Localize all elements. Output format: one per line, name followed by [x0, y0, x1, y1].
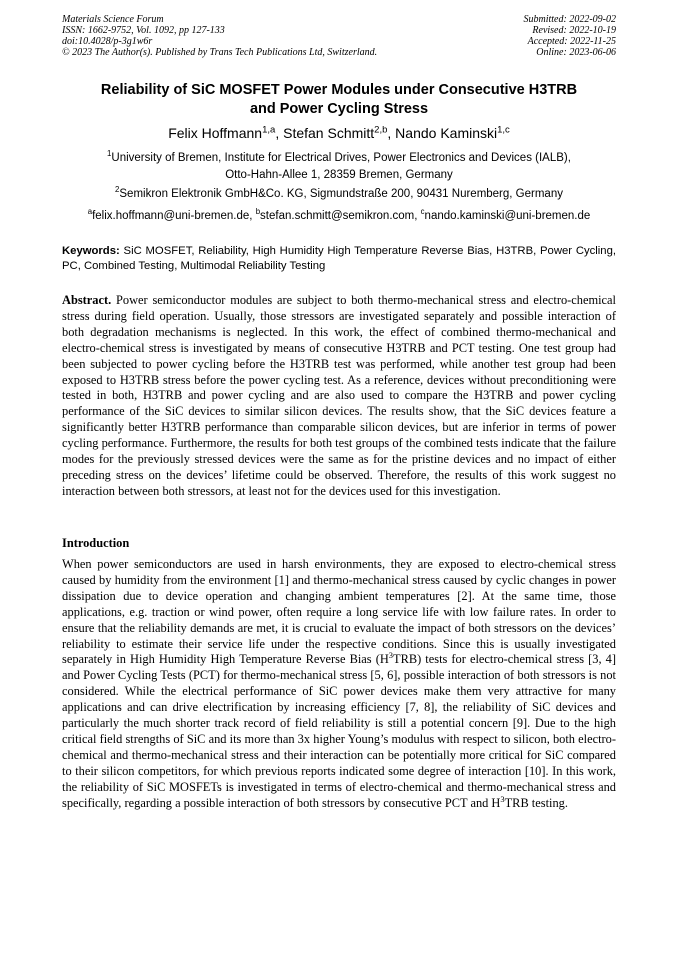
online-date: Online: 2023-06-06	[536, 47, 616, 58]
email-list	[40, 208, 638, 225]
author-list	[40, 124, 638, 142]
keywords-text: SiC MOSFET, Reliability, High Humidity High Temperature Reverse Bias, H3TRB, Power Cycling, PC, Combined Testing, Multimodal Reliability Testing	[62, 245, 616, 272]
paper-title	[62, 81, 616, 119]
journal-name: Materials Science Forum	[62, 14, 164, 25]
affiliation-2: $^2$Semikron Elektronik GmbH&Co. KG, Sigmundstraße 200, 90431 Nuremberg, Germany	[115, 185, 563, 200]
title-line: and Power Cycling Stress	[249, 101, 429, 117]
keywords	[62, 244, 616, 273]
author-email: $^c$nando.kaminski@uni-bremen.de	[420, 207, 591, 222]
author: Stefan Schmitt$^{2,b}$,	[283, 124, 396, 141]
doi-line: doi:10.4028/p-3g1w6r	[62, 36, 153, 47]
affiliation-1: $^1$University of Bremen, Institute for Electrical Drives, Power Electronics and Devices (IALB), Otto-Hahn-Allee 1, 28359 Bremen, Germany	[107, 149, 571, 181]
accepted-date: Accepted: 2022-11-25	[527, 36, 616, 47]
abstract-label: Abstract.	[62, 293, 112, 307]
author: Nando Kaminski$^{1,c}$	[395, 124, 510, 141]
submitted-date: Submitted: 2022-09-02	[523, 14, 616, 25]
journal-info	[62, 14, 377, 58]
author: Felix Hoffmann$^{1,a}$,	[168, 124, 284, 141]
title-line: Reliability of SiC MOSFET Power Modules under Consecutive H3TRB	[100, 82, 578, 98]
publication-dates	[524, 14, 617, 58]
revised-date: Revised: 2022-10-19	[532, 25, 616, 36]
author-email: $^b$stefan.schmitt@semikron.com,	[255, 207, 421, 222]
keywords-label: Keywords:	[62, 245, 120, 257]
abstract	[62, 293, 616, 500]
introduction-heading: Introduction	[62, 536, 130, 550]
author-email: $^a$felix.hoffmann@uni-bremen.de,	[87, 207, 256, 222]
abstract-text: Power semiconductor modules are subject to both thermo-mechanical stress and electro-chemical stress during field operation. Usually, those stressors are investigated separately and possible interaction of both degradation mechanisms is neglected. In this work, the effect of combined thermo-mechanical and electro-chemical stress is investigated by means of consecutive H3TRB and PCT testing. One test group had been subjected to power cycling before the H3TRB test was performed, while another test group had been exposed to H3TRB stress before the power cycling test. As a reference, devices without preconditioning were tested in both, H3TRB and power cycling and are also used to compare the H3TRB and power cycling performance of the SiC devices to similar silicon devices. The results show, that the SiC devices feature a significantly better H3TRB performance than comparable silicon devices, but are inferior in terms of power cycling performance. Furthermore, the results for both test groups of the combined tests indicate that the failure modes for the previously stressed devices were the same as for the pristine devices and no impact of either preceding stress on the devices’ lifetime could be observed. Therefore, the results of this work suggest no interaction between both stressors, at least not for the devices used for this investigation.	[62, 293, 616, 498]
copyright-line: © 2023 The Author(s). Published by Trans Tech Publications Ltd, Switzerland.	[62, 47, 378, 58]
issn-line: ISSN: 1662-9752, Vol. 1092, pp 127-133	[62, 25, 225, 36]
introduction-text: When power semiconductors are used in harsh environments, they are exposed to electro-chemical stress caused by humidity from the environment [1] and thermo-mechanical stress caused by cyclic changes in power dissipation due to device operation and changing ambient temperatures [2]. At the same time, those applications, e.g. traction or wind power, often require a long service life with low failure rates. In order to ensure that the reliability demands are met, it is crucial to evaluate the impact of both stressors on the devices’ reliability to estimate their service life under the respective conditions. Since this is usually investigated separately in High Humidity High Temperature Reverse Bias $(H^3TRB)$ tests for electro-chemical stress [3, 4] and Power Cycling Tests (PCT) for thermo-mechanical stress [5, 6], possible interaction of both stressors is not considered. While the electrical performance of SiC power devices make them very attractive for many applications and can drive electrification by increasing efficiency [7, 8], the reliability of SiC devices and particularly the much shorter track record of field reliability is still a potential concern [9]. Due to the high critical field strengths of SiC and its more than 3x higher Young’s modulus with respect to silicon, both electro-chemical and thermo-mechanical stress and their interaction can be potentially more critical for SiC compared to their silicon competitors, for which previous reports indicated some degree of interaction [10]. In this work, the reliability of SiC MOSFETs is investigated in terms of electro-chemical and thermo-mechanical stress and specifically, regarding a possible interaction of both stressors by consecutive PCT and $H^3TRB$ testing.	[62, 557, 617, 810]
